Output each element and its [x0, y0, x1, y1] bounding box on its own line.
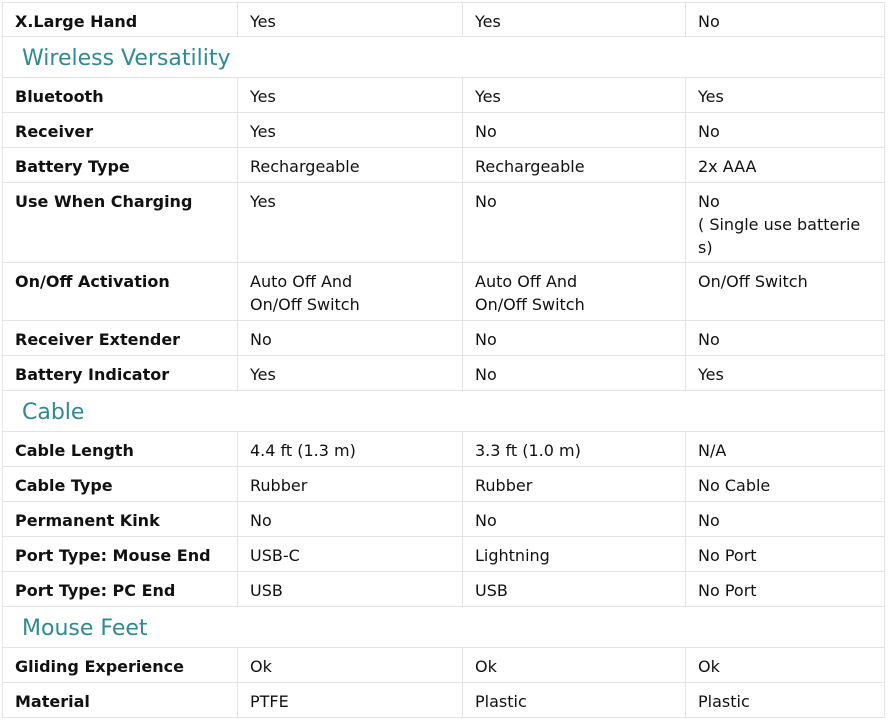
table-cell: 2x AAA — [686, 148, 885, 183]
table-cell: No — [463, 113, 686, 148]
table-cell: N/A — [686, 432, 885, 467]
table-cell: Rubber — [238, 467, 463, 502]
table-cell: No — [686, 3, 885, 37]
row-label: Battery Indicator — [3, 356, 238, 391]
table-cell: Rechargeable — [463, 148, 686, 183]
table-cell: USB-C — [238, 537, 463, 572]
table-cell: Yes — [686, 356, 885, 391]
table-cell: No Cable — [686, 467, 885, 502]
table-row — [3, 572, 885, 607]
comparison-table — [2, 2, 885, 718]
section-header-row — [3, 37, 885, 78]
row-label: Receiver Extender — [3, 321, 238, 356]
row-label: Port Type: PC End — [3, 572, 238, 607]
table-cell: No — [463, 502, 686, 537]
section-title: Cable — [3, 391, 885, 432]
table-cell: USB — [463, 572, 686, 607]
table-cell: Yes — [463, 78, 686, 113]
row-label: Bluetooth — [3, 78, 238, 113]
table-row — [3, 3, 885, 37]
row-label: X.Large Hand — [3, 3, 238, 37]
row-label: Receiver — [3, 113, 238, 148]
section-title: Mouse Feet — [3, 607, 885, 648]
table-row — [3, 537, 885, 572]
row-label: Cable Type — [3, 467, 238, 502]
table-row — [3, 467, 885, 502]
section-header-row — [3, 391, 885, 432]
table-cell: No Port — [686, 572, 885, 607]
table-row — [3, 78, 885, 113]
table-cell: Rechargeable — [238, 148, 463, 183]
section-header-row — [3, 607, 885, 648]
table-row — [3, 502, 885, 537]
table-row — [3, 432, 885, 467]
row-label: Cable Length — [3, 432, 238, 467]
table-cell: No — [686, 321, 885, 356]
table-cell: 3.3 ft (1.0 m) — [463, 432, 686, 467]
table-cell: Yes — [238, 3, 463, 37]
table-cell: Ok — [463, 648, 686, 683]
table-cell: Yes — [686, 78, 885, 113]
table-cell: No — [686, 502, 885, 537]
table-cell: PTFE — [238, 683, 463, 718]
table-cell: Plastic — [463, 683, 686, 718]
row-label: Port Type: Mouse End — [3, 537, 238, 572]
table-row — [3, 263, 885, 321]
table-cell: Yes — [463, 3, 686, 37]
table-row — [3, 113, 885, 148]
table-cell: Lightning — [463, 537, 686, 572]
table-cell: No — [238, 321, 463, 356]
table-cell: Yes — [238, 78, 463, 113]
table-cell: Ok — [686, 648, 885, 683]
table-cell: Auto Off And On/Off Switch — [463, 263, 686, 321]
table-cell: Yes — [238, 113, 463, 148]
table-cell: 4.4 ft (1.3 m) — [238, 432, 463, 467]
table-cell: No — [463, 321, 686, 356]
table-cell: No — [686, 113, 885, 148]
table-cell: Auto Off And On/Off Switch — [238, 263, 463, 321]
table-cell: USB — [238, 572, 463, 607]
table-row — [3, 356, 885, 391]
table-cell: Rubber — [463, 467, 686, 502]
table-cell: No Port — [686, 537, 885, 572]
table-cell: On/Off Switch — [686, 263, 885, 321]
row-label: Battery Type — [3, 148, 238, 183]
table-row — [3, 148, 885, 183]
row-label: On/Off Activation — [3, 263, 238, 321]
table-cell: No — [463, 183, 686, 263]
row-label: Gliding Experience — [3, 648, 238, 683]
table-cell: No ( Single use batterie s) — [686, 183, 885, 263]
table-row — [3, 648, 885, 683]
table-cell: No — [238, 502, 463, 537]
table-row — [3, 683, 885, 718]
row-label: Use When Charging — [3, 183, 238, 263]
table-cell: Yes — [238, 183, 463, 263]
row-label: Material — [3, 683, 238, 718]
table-cell: No — [463, 356, 686, 391]
table-body — [3, 3, 885, 718]
table-cell: Ok — [238, 648, 463, 683]
row-label: Permanent Kink — [3, 502, 238, 537]
section-title: Wireless Versatility — [3, 37, 885, 78]
table-row — [3, 183, 885, 263]
table-cell: Plastic — [686, 683, 885, 718]
table-row — [3, 321, 885, 356]
table-cell: Yes — [238, 356, 463, 391]
